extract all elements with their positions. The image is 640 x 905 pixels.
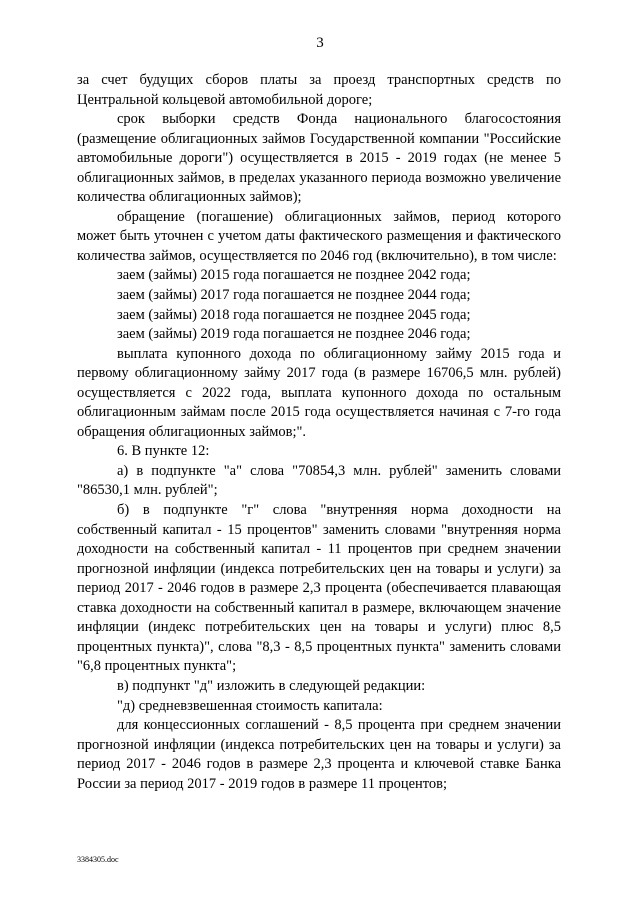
paragraph: выплата купонного дохода по облигационному займу 2015 года и первому облигационному займу 2017 года (в размере 16706,5 млн. рублей) осуществляется с 2022 года, выплата купонного дохода по остальным облигационным займам после 2015 года осуществляется начиная с 7-го года обращения облигационных займов;". [77, 345, 561, 440]
paragraph: заем (займы) 2018 года погашается не позднее 2045 года; [117, 306, 471, 323]
page-number: 3 [316, 35, 324, 51]
paragraph: заем (займы) 2019 года погашается не позднее 2046 года; [117, 326, 471, 343]
paragraph: в) подпункт "д" изложить в следующей редакции: [117, 677, 426, 694]
paragraph: для концессионных соглашений - 8,5 процента при среднем значении прогнозной инфляции (индекса потребительских цен на товары и услуги) за период 2017 - 2046 годов в размере 2,3 процента и ключевой ставке Банка России за период 2017 - 2019 годов в размере 11 процентов; [77, 717, 561, 792]
paragraph: заем (займы) 2017 года погашается не позднее 2044 года; [117, 287, 471, 304]
paragraph: за счет будущих сборов платы за проезд транспортных средств по Центральной кольцевой автомобильной дороге; [77, 72, 561, 108]
document-body [77, 71, 561, 794]
paragraph: "д) средневзвешенная стоимость капитала: [117, 697, 383, 714]
file-name-footer: 3384305.doc [77, 855, 119, 864]
paragraph: б) в подпункте "г" слова "внутренняя норма доходности на собственный капитал - 15 процентов" заменить словами "внутренняя норма доходности на собственный капитал - 11 процентов при среднем значении прогнозной инфляции (индекса потребительских цен на товары и услуги) за период 2017 - 2046 годов в размере 2,3 процента (обеспечивается плавающая ставка доходности на собственный капитал в размере, включающем значение инфляции (индекс потребительских цен на товары и услуги) плюс 8,5 процентных пункта)", слова "8,3 - 8,5 процентных пункта" заменить словами "6,8 процентных пункта"; [77, 502, 561, 675]
paragraph: а) в подпункте "а" слова "70854,3 млн. рублей" заменить словами "86530,1 млн. рублей"; [77, 462, 561, 499]
paragraph: 6. В пункте 12: [117, 443, 210, 460]
paragraph: обращение (погашение) облигационных займов, период которого может быть уточнен с учетом даты фактического размещения и фактического количества займов, осуществляется по 2046 год (включительно), в том числе: [77, 208, 561, 264]
paragraph: заем (займы) 2015 года погашается не позднее 2042 года; [117, 267, 471, 284]
paragraph: срок выборки средств Фонда национального благосостояния (размещение облигационных займов Государственной компании "Российские автомобильные дороги") осуществляется в 2015 - 2019 годах (не менее 5 облигационных займов, в пределах указанного периода возможно увеличение количества облигационных займов); [77, 111, 561, 206]
